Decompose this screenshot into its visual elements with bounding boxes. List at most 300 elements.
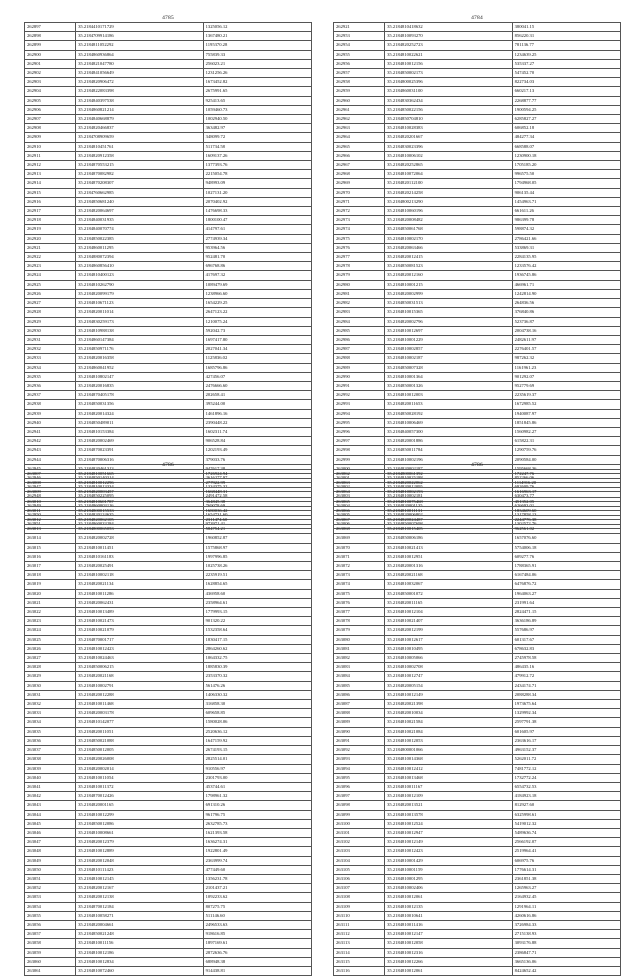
point-id-cell: 263033 [25,709,76,718]
table-row [25,207,312,216]
coordinate-b-cell: 2632785.73 [203,819,311,828]
coordinate-a-cell: 35.2184810012003 [385,391,512,400]
point-id-cell: 263045 [25,819,76,828]
point-id-cell: 263000 [334,464,385,473]
coordinate-a-cell: 35.2184810802147 [76,372,203,381]
coordinate-b-cell: 1231256.26 [203,69,311,78]
coordinate-b-cell: 511146.60 [203,911,311,920]
coordinate-b-cell: 511734.58 [203,142,311,151]
coordinate-a-cell: 35.2184820003457 [76,488,203,497]
coordinate-a-cell: 35.2184830362434 [385,96,512,105]
point-id-cell: 263050 [25,865,76,874]
table-row [334,884,621,893]
point-id-cell: 263032 [25,700,76,709]
point-id-cell: 263100 [334,819,385,828]
coordinate-b-cell: 1616963.17 [512,488,620,497]
table-row [334,470,621,479]
coordinate-b-cell: 986399.78 [512,216,620,225]
point-id-cell: 263044 [25,810,76,819]
coordinate-a-cell: 35.2184810011054 [76,773,203,782]
point-id-cell: 262917 [25,207,76,216]
coordinate-b-cell: 1291964.11 [512,902,620,911]
table-row [334,911,621,920]
table-row [25,59,312,68]
table-row [25,271,312,280]
table-row [334,446,621,455]
coordinate-b-cell: 910556.97 [203,764,311,773]
point-id-cell: 262968 [334,170,385,179]
coordinate-a-cell: 35.2184820021398 [385,700,512,709]
coordinate-b-cell: 688948.38 [203,957,311,966]
table-row [334,543,621,552]
table-row [25,280,312,289]
coordinate-a-cell: 35.2184820011653 [385,400,512,409]
point-id-cell: 262921 [334,23,385,32]
coordinate-a-cell: 35.2184860821214 [76,105,203,114]
table-row [334,326,621,335]
coordinate-b-cell: 364845.38 [203,497,311,506]
table-row [25,299,312,308]
coordinate-a-cell: 35.2184820004661 [76,920,203,929]
table-row [25,216,312,225]
coordinate-a-cell: 35.2184820016358 [76,354,203,363]
point-id-cell: 262963 [334,124,385,133]
table-row [334,188,621,197]
point-id-cell: 263027 [25,654,76,663]
coordinate-b-cell: 2491472.58 [203,492,311,501]
point-id-cell: 263098 [334,801,385,810]
coordinate-b-cell: 2235919.51 [203,571,311,580]
coordinate-b-cell: 1290759.76 [512,446,620,455]
coordinate-a-cell: 35.2184810002170 [385,234,512,243]
table-row [334,902,621,911]
point-id-cell: 263115 [334,957,385,966]
coordinate-a-cell: 35.2184850140314 [76,473,203,482]
table-row [334,893,621,902]
table-row [25,948,312,957]
table-row [25,920,312,929]
coordinate-a-cell: 35.2184810010495 [385,644,512,653]
point-id-cell: 263110 [334,911,385,920]
coordinate-a-cell: 35.2184810012299 [76,810,203,819]
coordinate-b-cell: 626693.01 [512,501,620,510]
table-row [25,345,312,354]
coordinate-b-cell: 947617.38 [203,464,311,473]
point-id-cell: 262957 [334,69,385,78]
table-row [334,271,621,280]
point-id-cell: 263063 [334,479,385,488]
point-id-cell: 262983 [334,308,385,317]
table-row [334,626,621,635]
point-id-cell: 263017 [25,562,76,571]
coordinate-b-cell: 2647123.22 [203,308,311,317]
point-id-cell: 262987 [334,345,385,354]
coordinate-b-cell: 769078.69 [203,501,311,510]
coordinate-b-cell: 1210075.24 [203,317,311,326]
point-id-cell: 263011 [25,506,76,515]
coordinate-a-cell: 35.2184810011167 [385,782,512,791]
point-id-cell: 262989 [334,363,385,372]
coordinate-b-cell: 961796.75 [203,810,311,819]
coordinate-a-cell: 35.2184820011014 [76,308,203,317]
coordinate-b-cell: 1059460.73 [203,105,311,114]
table-row [25,893,312,902]
point-id-cell: 263073 [334,571,385,580]
table-row [334,225,621,234]
coordinate-b-cell: 3636186.89 [512,617,620,626]
coordinate-a-cell: 35.2184810013334 [76,483,203,492]
coordinate-b-cell: 231991.64 [512,598,620,607]
coordinate-a-cell: 35.2184870006316 [76,455,203,464]
coordinate-b-cell: 918616.85 [203,930,311,939]
coordinate-a-cell: 35.2184860031100 [385,87,512,96]
point-id-cell: 263031 [25,690,76,699]
table-row [25,782,312,791]
coordinate-a-cell: 35.2184810262790 [76,280,203,289]
point-id-cell: 263091 [334,736,385,745]
table-row [334,124,621,133]
coordinate-b-cell: 2284135.95 [512,253,620,262]
coordinate-b-cell: 1476698.33 [203,207,311,216]
point-id-cell: 262944 [25,455,76,464]
table-row [334,589,621,598]
table-row [334,32,621,41]
point-id-cell: 262901 [25,59,76,68]
coordinate-table-panel-3 [24,461,312,976]
coordinate-a-cell: 35.2184810011416 [385,920,512,929]
coordinate-a-cell: 35.2184810021084 [385,727,512,736]
coordinate-a-cell: 35.2184810075468 [385,497,512,506]
table-row [334,345,621,354]
table-row [334,335,621,344]
point-id-cell: 262994 [334,409,385,418]
coordinate-b-cell: 2301793.00 [203,773,311,782]
coordinate-a-cell: 35.2184820022062 [385,479,512,488]
coordinate-b-cell: 2004738.16 [512,326,620,335]
coordinate-a-cell: 35.2184820011051 [76,727,203,736]
coordinate-b-cell: 606852.18 [512,124,620,133]
coordinate-b-cell: 584754.21 [203,525,311,534]
point-id-cell: 263068 [334,525,385,534]
coordinate-b-cell: 6476876.72 [512,580,620,589]
coordinate-b-cell: 1302572.76 [512,519,620,528]
point-id-cell: 262946 [25,473,76,482]
coordinate-a-cell: 35.2184820912358 [76,151,203,160]
point-id-cell: 263058 [25,939,76,948]
coordinate-a-cell: 35.2184820024487 [385,516,512,525]
coordinate-a-cell: 35.2184810012423 [76,644,203,653]
coordinate-a-cell: 35.2184810021584 [385,718,512,727]
table-row [334,580,621,589]
table-row [334,644,621,653]
coordinate-a-cell: 35.2184810013489 [76,608,203,617]
table-row [334,562,621,571]
point-id-cell: 263065 [334,497,385,506]
table-row [334,930,621,939]
coordinate-a-cell: 35.2184822083398 [76,87,203,96]
coordinate-a-cell: 35.2184810161183 [76,552,203,561]
coordinate-a-cell: 35.2184850028192 [385,409,512,418]
table-row [25,589,312,598]
coordinate-a-cell: 35.2184810072460 [76,966,203,975]
table-row [25,427,312,436]
coordinate-b-cell: 1621393.58 [203,828,311,837]
coordinate-b-cell: 2434174.71 [512,681,620,690]
point-id-cell: 263059 [25,948,76,957]
table-row [334,50,621,59]
coordinate-a-cell: 35.2184810012147 [385,930,512,939]
point-id-cell: 262960 [334,96,385,105]
point-id-cell: 262998 [334,446,385,455]
table-row [25,865,312,874]
table-row [25,326,312,335]
coordinate-b-cell: 2864260.62 [203,644,311,653]
table-row [334,207,621,216]
point-id-cell: 263048 [25,847,76,856]
coordinate-b-cell: 1265963.27 [512,884,620,893]
coordinate-a-cell: 35.2184810011131 [385,506,512,515]
coordinate-a-cell: 35.2184850012005 [76,746,203,755]
coordinate-a-cell: 35.2184810028383 [385,124,512,133]
coordinate-a-cell: 35.2184820001316 [385,562,512,571]
coordinate-b-cell: 755839.33 [203,50,311,59]
coordinate-b-cell: 427456.07 [203,372,311,381]
coordinate-a-cell: 35.2184820005154 [385,681,512,690]
coordinate-a-cell: 35.2184810021413 [385,543,512,552]
point-id-cell: 263102 [334,838,385,847]
coordinate-b-cell: 1628854.65 [203,580,311,589]
point-id-cell: 262951 [25,519,76,528]
coordinate-b-cell: 2164932.45 [512,893,620,902]
table-row [334,23,621,32]
coordinate-a-cell: 35.2184880072394 [76,253,203,262]
coordinate-b-cell: 479912.72 [512,672,620,681]
point-id-cell: 262974 [334,225,385,234]
point-id-cell: 262934 [25,363,76,372]
point-id-cell: 262982 [334,299,385,308]
table-row [25,262,312,271]
coordinate-b-cell: 1406330.32 [203,690,311,699]
coordinate-a-cell: 35.2184860856410 [76,262,203,271]
point-id-cell: 262907 [25,115,76,124]
point-id-cell: 263083 [334,663,385,672]
coordinate-b-cell: 852266.06 [512,473,620,482]
coordinate-a-cell: 35.2184820014324 [76,409,203,418]
table-row [25,497,312,506]
coordinate-a-cell: 35.2184810093270 [385,32,512,41]
coordinate-a-cell: 35.2184810011451 [76,543,203,552]
panel-title: 4784 [471,15,483,21]
point-id-cell: 263028 [25,663,76,672]
coordinate-b-cell: 1595668.36 [512,464,620,473]
coordinate-b-cell: 1776614.31 [512,865,620,874]
table-row [25,911,312,920]
coordinate-a-cell: 35.2184870405178 [76,391,203,400]
coordinate-b-cell: 2482611.97 [512,335,620,344]
coordinate-a-cell: 35.2184820012138 [76,893,203,902]
coordinate-a-cell: 35.2184810012524 [385,819,512,828]
coordinate-b-cell: 1697417.80 [203,335,311,344]
coordinate-a-cell: 35.2184850021088 [76,736,203,745]
coordinate-b-cell: 1794968.05 [512,179,620,188]
coordinate-b-cell: 952481.70 [203,253,311,262]
table-row [25,409,312,418]
coordinate-b-cell: 1575868.97 [203,543,311,552]
table-row [25,709,312,718]
coordinate-a-cell: 35.2184810012951 [385,552,512,561]
point-id-cell: 263081 [334,644,385,653]
table-row [334,354,621,363]
point-id-cell: 263035 [25,727,76,736]
coordinate-b-cell: 1830417.15 [203,635,311,644]
point-id-cell: 263061 [25,966,76,975]
table-row [25,736,312,745]
coordinate-b-cell: 615822.31 [512,437,620,446]
coordinate-b-cell: 2476666.60 [203,381,311,390]
table-row [334,792,621,801]
coordinate-a-cell: 35.2184810011286 [76,589,203,598]
point-id-cell: 263071 [334,552,385,561]
coordinate-b-cell: 172247.76 [512,470,620,479]
table-row [334,381,621,390]
table-row [334,865,621,874]
table-row [25,819,312,828]
coordinate-a-cell: 35.2184810012058 [385,939,512,948]
coordinate-a-cell: 35.2184820252723 [385,41,512,50]
point-id-cell: 262970 [334,188,385,197]
coordinate-a-cell: 35.2184810011156 [76,939,203,948]
coordinate-b-cell: 1705185.20 [512,161,620,170]
coordinate-b-cell: 1732772.24 [512,773,620,782]
coordinate-a-cell: 35.2184810002181 [385,492,512,501]
coordinate-a-cell: 35.2184810002196 [385,455,512,464]
point-id-cell: 263092 [334,746,385,755]
coordinate-a-cell: 35.2184811052292 [76,41,203,50]
point-id-cell: 263114 [334,948,385,957]
coordinate-b-cell: 1125836.02 [203,354,311,363]
table-row [25,672,312,681]
table-row [334,617,621,626]
coordinate-b-cell: 7481772.12 [512,764,620,773]
point-id-cell: 263062 [334,470,385,479]
coordinate-a-cell: 35.2184850489011 [76,418,203,427]
coordinate-a-cell: 35.2184850022385 [76,234,203,243]
coordinate-b-cell: 996575.50 [512,170,620,179]
table-row [25,124,312,133]
coordinate-b-cell: 1654731.60 [203,510,311,519]
coordinate-a-cell: 35.2184800213290 [385,197,512,206]
point-id-cell: 263080 [334,635,385,644]
coordinate-a-cell: 35.2184850006186 [385,534,512,543]
coordinate-a-cell: 35.2184840057300 [385,427,512,436]
coordinate-b-cell: 1027131.20 [203,188,311,197]
coordinate-b-cell: 202658.41 [203,391,311,400]
coordinate-a-cell: 35.2184810012104 [385,608,512,617]
table-row [25,50,312,59]
point-id-cell: 262909 [25,133,76,142]
coordinate-a-cell: 35.2184810012156 [385,59,512,68]
panel-title: 4786 [471,462,483,468]
coordinate-a-cell: 35.2184810012316 [385,948,512,957]
table-row [25,838,312,847]
coordinate-b-cell: 598874.32 [512,225,620,234]
coordinate-a-cell: 35.2184860011295 [76,243,203,252]
point-id-cell: 263082 [334,654,385,663]
coordinate-a-cell: 35.2184810012296 [76,479,203,488]
coordinate-b-cell: 2090584.00 [512,455,620,464]
coordinate-b-cell: 1798961.32 [203,792,311,801]
coordinate-a-cell: 35.2184810008661 [76,828,203,837]
table-row [25,105,312,114]
coordinate-a-cell: 35.2184820201667 [385,133,512,142]
coordinate-b-cell: 5754006.18 [512,543,620,552]
coordinate-a-cell: 35.2184820252865 [385,161,512,170]
coordinate-b-cell: 1922801.49 [203,847,311,856]
coordinate-b-cell: 547452.70 [512,69,620,78]
table-row [25,234,312,243]
point-id-cell: 263003 [334,492,385,501]
coordinate-a-cell: 35.2184850022156 [385,105,512,114]
table-row [25,598,312,607]
table-row [334,838,621,847]
point-id-cell: 263040 [25,773,76,782]
coordinate-b-cell: 630473.77 [512,492,620,501]
table-row [25,727,312,736]
table-row [334,957,621,966]
coordinate-b-cell: 2774939.34 [203,234,311,243]
point-id-cell: 263076 [334,598,385,607]
coordinate-b-cell: 1602311.74 [203,427,311,436]
coordinate-b-cell: 1317858.13 [512,510,620,519]
table-row [25,534,312,543]
coordinate-a-cell: 35.2184820099179 [76,289,203,298]
coordinate-b-cell: 1454963.71 [512,197,620,206]
coordinate-a-cell: 35.2184821047780 [76,59,203,68]
point-id-cell: 263085 [334,681,385,690]
coordinate-table-panel-1 [24,14,312,529]
coordinate-a-cell: 35.2184870012184 [76,902,203,911]
table-row [334,810,621,819]
table-row [334,59,621,68]
table-row [334,243,621,252]
point-id-cell: 262950 [25,510,76,519]
coordinate-a-cell: 35.2184820063466 [385,243,512,252]
coordinate-a-cell: 35.2184810012053 [385,736,512,745]
coordinate-b-cell: 277922.99 [203,479,311,488]
point-id-cell: 262999 [334,455,385,464]
coordinate-a-cell: 35.2184820011165 [385,598,512,607]
coordinate-b-cell: 395244.00 [203,400,311,409]
point-id-cell: 262933 [25,354,76,363]
table-row [334,105,621,114]
coordinate-b-cell: 2597791.38 [512,718,620,727]
coordinate-a-cell: 35.2184810013578 [385,810,512,819]
coordinate-a-cell: 35.2184810012947 [385,828,512,837]
coordinate-b-cell: 363482.97 [203,124,311,133]
point-id-cell: 262953 [334,32,385,41]
point-id-cell: 262920 [25,234,76,243]
coordinate-a-cell: 35.2184820002014 [76,764,203,773]
table-row [334,418,621,427]
table-row [334,87,621,96]
coordinate-a-cell: 35.2184840668879 [76,115,203,124]
coordinate-a-cell: 35.2184810011372 [76,782,203,791]
coordinate-a-cell: 35.2184810051665 [76,470,203,479]
coordinate-b-cell: 2363616.17 [512,736,620,745]
coordinate-a-cell: 35.2184810021407 [385,617,512,626]
coordinate-a-cell: 35.2184810012412 [385,764,512,773]
point-id-cell: 262932 [25,345,76,354]
